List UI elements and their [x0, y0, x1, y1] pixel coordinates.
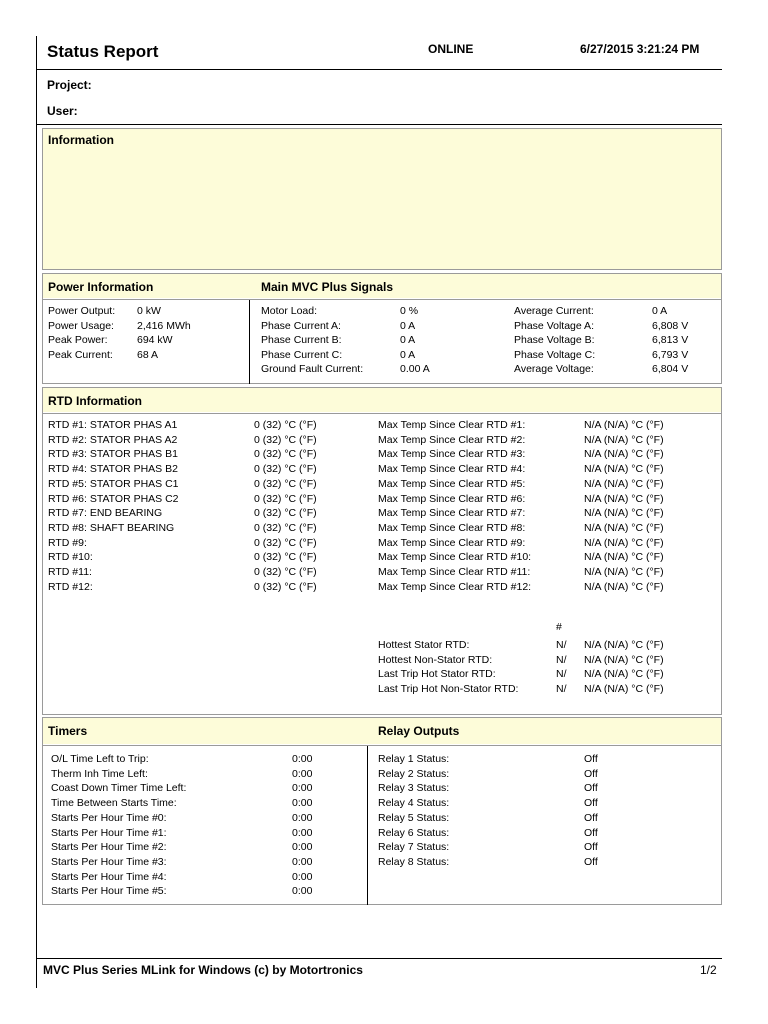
timer-value: 0:00 — [292, 811, 313, 824]
relay-value: Off — [584, 855, 598, 868]
power-row-label: Peak Current: — [48, 348, 113, 361]
timer-label: Starts Per Hour Time #2: — [51, 841, 167, 854]
rtd-max-label: Max Temp Since Clear RTD #1: — [378, 419, 526, 431]
signal-label: Phase Current A: — [261, 319, 341, 332]
timer-value: 0:00 — [292, 885, 313, 898]
hot-rtd-number: N/ — [556, 653, 567, 666]
relay-label: Relay 3 Status: — [378, 782, 450, 795]
rtd-name: RTD #11: — [48, 566, 92, 578]
timers-column-divider — [367, 746, 368, 905]
rtd-temp: 0 (32) °C (°F) — [254, 507, 317, 520]
project-label: Project: — [47, 78, 92, 92]
power-row-value: 68 A — [137, 348, 159, 361]
relay-value: Off — [584, 841, 598, 854]
signal-value: 0 A — [400, 334, 416, 346]
relay-label: Relay 1 Status: — [378, 753, 450, 765]
footer-text: MVC Plus Series MLink for Windows (c) by Motortronics — [43, 963, 363, 977]
timer-label: Coast Down Timer Time Left: — [51, 782, 187, 795]
rtd-header-bar — [43, 388, 721, 412]
timer-value: 0:00 — [292, 767, 313, 780]
information-title: Information — [48, 133, 114, 147]
power-info-title: Power Information — [48, 280, 154, 294]
relay-value: Off — [584, 797, 598, 810]
signal-value: 0 A — [400, 319, 416, 332]
rtd-temp: 0 (32) °C (°F) — [254, 521, 317, 534]
signal-label: Ground Fault Current: — [261, 363, 364, 375]
rtd-max-label: Max Temp Since Clear RTD #9: — [378, 536, 526, 549]
power-row-label: Peak Power: — [48, 334, 108, 346]
report-datetime: 6/27/2015 3:21:24 PM — [580, 42, 700, 56]
rtd-max-value: N/A (N/A) °C (°F) — [584, 551, 664, 564]
rtd-max-label: Max Temp Since Clear RTD #4: — [378, 463, 526, 476]
signal-value: 6,808 V — [652, 319, 689, 332]
information-panel — [42, 128, 722, 270]
header-divider — [36, 69, 722, 70]
signal-label: Phase Current B: — [261, 334, 342, 346]
rtd-name: RTD #9: — [48, 536, 87, 549]
page-number: 1/2 — [700, 963, 717, 977]
power-signals-panel — [42, 273, 722, 384]
relay-label: Relay 5 Status: — [378, 811, 450, 824]
hot-rtd-number: N/ — [556, 639, 567, 651]
rtd-name: RTD #3: STATOR PHAS B1 — [48, 448, 178, 461]
rtd-name: RTD #10: — [48, 551, 93, 564]
rtd-max-value: N/A (N/A) °C (°F) — [584, 433, 664, 446]
rtd-name: RTD #2: STATOR PHAS A2 — [48, 433, 178, 446]
relay-value: Off — [584, 811, 598, 824]
rtd-max-value: N/A (N/A) °C (°F) — [584, 463, 664, 476]
rtd-max-label: Max Temp Since Clear RTD #11: — [378, 566, 531, 578]
timers-relays-panel — [42, 717, 722, 905]
rtd-max-label: Max Temp Since Clear RTD #2: — [378, 433, 526, 446]
signal-label: Phase Voltage B: — [514, 334, 595, 346]
rtd-temp: 0 (32) °C (°F) — [254, 463, 317, 476]
relay-label: Relay 2 Status: — [378, 767, 450, 780]
rtd-header-divider — [43, 413, 721, 414]
rtd-temp: 0 (32) °C (°F) — [254, 419, 317, 431]
signal-value: 6,793 V — [652, 348, 689, 361]
connection-status: ONLINE — [428, 42, 474, 56]
rtd-max-value: N/A (N/A) °C (°F) — [584, 521, 664, 534]
rtd-max-value: N/A (N/A) °C (°F) — [584, 448, 664, 461]
rtd-max-value: N/A (N/A) °C (°F) — [584, 419, 664, 431]
signal-value: 0 A — [652, 305, 668, 317]
rtd-title: RTD Information — [48, 394, 142, 408]
rtd-temp: 0 (32) °C (°F) — [254, 551, 317, 564]
relay-label: Relay 8 Status: — [378, 855, 450, 868]
power-column-divider — [249, 300, 250, 384]
relay-label: Relay 6 Status: — [378, 826, 450, 839]
rtd-name: RTD #6: STATOR PHAS C2 — [48, 492, 179, 505]
signal-value: 6,813 V — [652, 334, 689, 346]
power-row-value: 694 kW — [137, 334, 173, 346]
rtd-max-label: Max Temp Since Clear RTD #3: — [378, 448, 526, 461]
relay-value: Off — [584, 767, 598, 780]
hot-rtd-value: N/A (N/A) °C (°F) — [584, 683, 664, 696]
rtd-name: RTD #1: STATOR PHAS A1 — [48, 419, 178, 431]
power-header-divider — [43, 299, 721, 300]
rtd-temp: 0 (32) °C (°F) — [254, 492, 317, 505]
hot-rtd-value: N/A (N/A) °C (°F) — [584, 653, 664, 666]
timer-value: 0:00 — [292, 870, 313, 883]
mvc-signals-title: Main MVC Plus Signals — [261, 280, 394, 294]
rtd-max-value: N/A (N/A) °C (°F) — [584, 536, 664, 549]
relay-value: Off — [584, 782, 598, 795]
timer-value: 0:00 — [292, 841, 313, 854]
left-margin-rule — [36, 36, 37, 988]
timer-label: Starts Per Hour Time #5: — [51, 885, 167, 898]
user-label: User: — [47, 104, 78, 118]
timer-label: Starts Per Hour Time #1: — [51, 826, 167, 839]
rtd-max-label: Max Temp Since Clear RTD #10: — [378, 551, 532, 564]
signal-value: 0.00 A — [400, 363, 430, 375]
meta-divider — [36, 124, 722, 125]
rtd-name: RTD #7: END BEARING — [48, 507, 163, 520]
signal-value: 6,804 V — [652, 363, 689, 375]
rtd-temp: 0 (32) °C (°F) — [254, 477, 317, 490]
power-row-value: 2,416 MWh — [137, 319, 191, 332]
timers-title: Timers — [48, 724, 88, 738]
timers-header-divider — [43, 745, 721, 746]
rtd-max-value: N/A (N/A) °C (°F) — [584, 566, 664, 578]
power-row-label: Power Output: — [48, 305, 116, 317]
signal-label: Phase Current C: — [261, 348, 343, 361]
signal-label: Phase Voltage C: — [514, 348, 596, 361]
rtd-temp: 0 (32) °C (°F) — [254, 433, 317, 446]
rtd-name: RTD #5: STATOR PHAS C1 — [48, 477, 179, 490]
timer-label: Starts Per Hour Time #4: — [51, 870, 167, 883]
relay-label: Relay 7 Status: — [378, 841, 450, 854]
power-row-value: 0 kW — [137, 305, 161, 317]
rtd-temp: 0 (32) °C (°F) — [254, 448, 317, 461]
rtd-temp: 0 (32) °C (°F) — [254, 566, 317, 578]
relay-value: Off — [584, 826, 598, 839]
hot-rtd-label: Last Trip Hot Non-Stator RTD: — [378, 683, 519, 696]
timer-label: Time Between Starts Time: — [51, 797, 177, 810]
rtd-max-label: Max Temp Since Clear RTD #8: — [378, 521, 526, 534]
hot-rtd-number: N/ — [556, 668, 567, 681]
hot-rtd-label: Hottest Stator RTD: — [378, 639, 470, 651]
rtd-max-label: Max Temp Since Clear RTD #12: — [378, 580, 532, 593]
timer-label: Therm Inh Time Left: — [51, 767, 148, 780]
rtd-name: RTD #12: — [48, 580, 93, 593]
timer-value: 0:00 — [292, 797, 313, 810]
timer-value: 0:00 — [292, 753, 313, 765]
signal-label: Average Voltage: — [514, 363, 594, 375]
signal-value: 0 A — [400, 348, 416, 361]
footer-divider — [36, 958, 722, 959]
rtd-max-label: Max Temp Since Clear RTD #7: — [378, 507, 526, 520]
rtd-name: RTD #4: STATOR PHAS B2 — [48, 463, 178, 476]
timer-label: Starts Per Hour Time #0: — [51, 811, 167, 824]
rtd-max-value: N/A (N/A) °C (°F) — [584, 492, 664, 505]
rtd-temp: 0 (32) °C (°F) — [254, 580, 317, 593]
rtd-max-value: N/A (N/A) °C (°F) — [584, 580, 664, 593]
signal-label: Average Current: — [514, 305, 594, 317]
relay-value: Off — [584, 753, 598, 765]
rtd-max-label: Max Temp Since Clear RTD #5: — [378, 477, 526, 490]
timer-label: Starts Per Hour Time #3: — [51, 855, 167, 868]
rtd-temp: 0 (32) °C (°F) — [254, 536, 317, 549]
page-title: Status Report — [47, 42, 159, 61]
hot-rtd-label: Last Trip Hot Stator RTD: — [378, 668, 496, 681]
hot-rtd-value: N/A (N/A) °C (°F) — [584, 639, 664, 651]
hot-rtd-number: N/ — [556, 683, 567, 696]
rtd-max-value: N/A (N/A) °C (°F) — [584, 477, 664, 490]
rtd-panel — [42, 387, 722, 715]
rtd-max-label: Max Temp Since Clear RTD #6: — [378, 492, 526, 505]
signal-value: 0 % — [400, 305, 419, 317]
power-row-label: Power Usage: — [48, 319, 114, 332]
hot-rtd-value: N/A (N/A) °C (°F) — [584, 668, 664, 681]
hot-rtd-number-header: # — [556, 621, 562, 633]
rtd-name: RTD #8: SHAFT BEARING — [48, 521, 175, 534]
timer-value: 0:00 — [292, 855, 313, 868]
rtd-max-value: N/A (N/A) °C (°F) — [584, 507, 664, 520]
timer-label: O/L Time Left to Trip: — [51, 753, 149, 765]
timer-value: 0:00 — [292, 826, 313, 839]
signal-label: Phase Voltage A: — [514, 319, 594, 332]
timer-value: 0:00 — [292, 782, 313, 795]
signal-label: Motor Load: — [261, 305, 318, 317]
hot-rtd-label: Hottest Non-Stator RTD: — [378, 653, 493, 666]
relays-title: Relay Outputs — [378, 724, 460, 738]
relay-label: Relay 4 Status: — [378, 797, 450, 810]
